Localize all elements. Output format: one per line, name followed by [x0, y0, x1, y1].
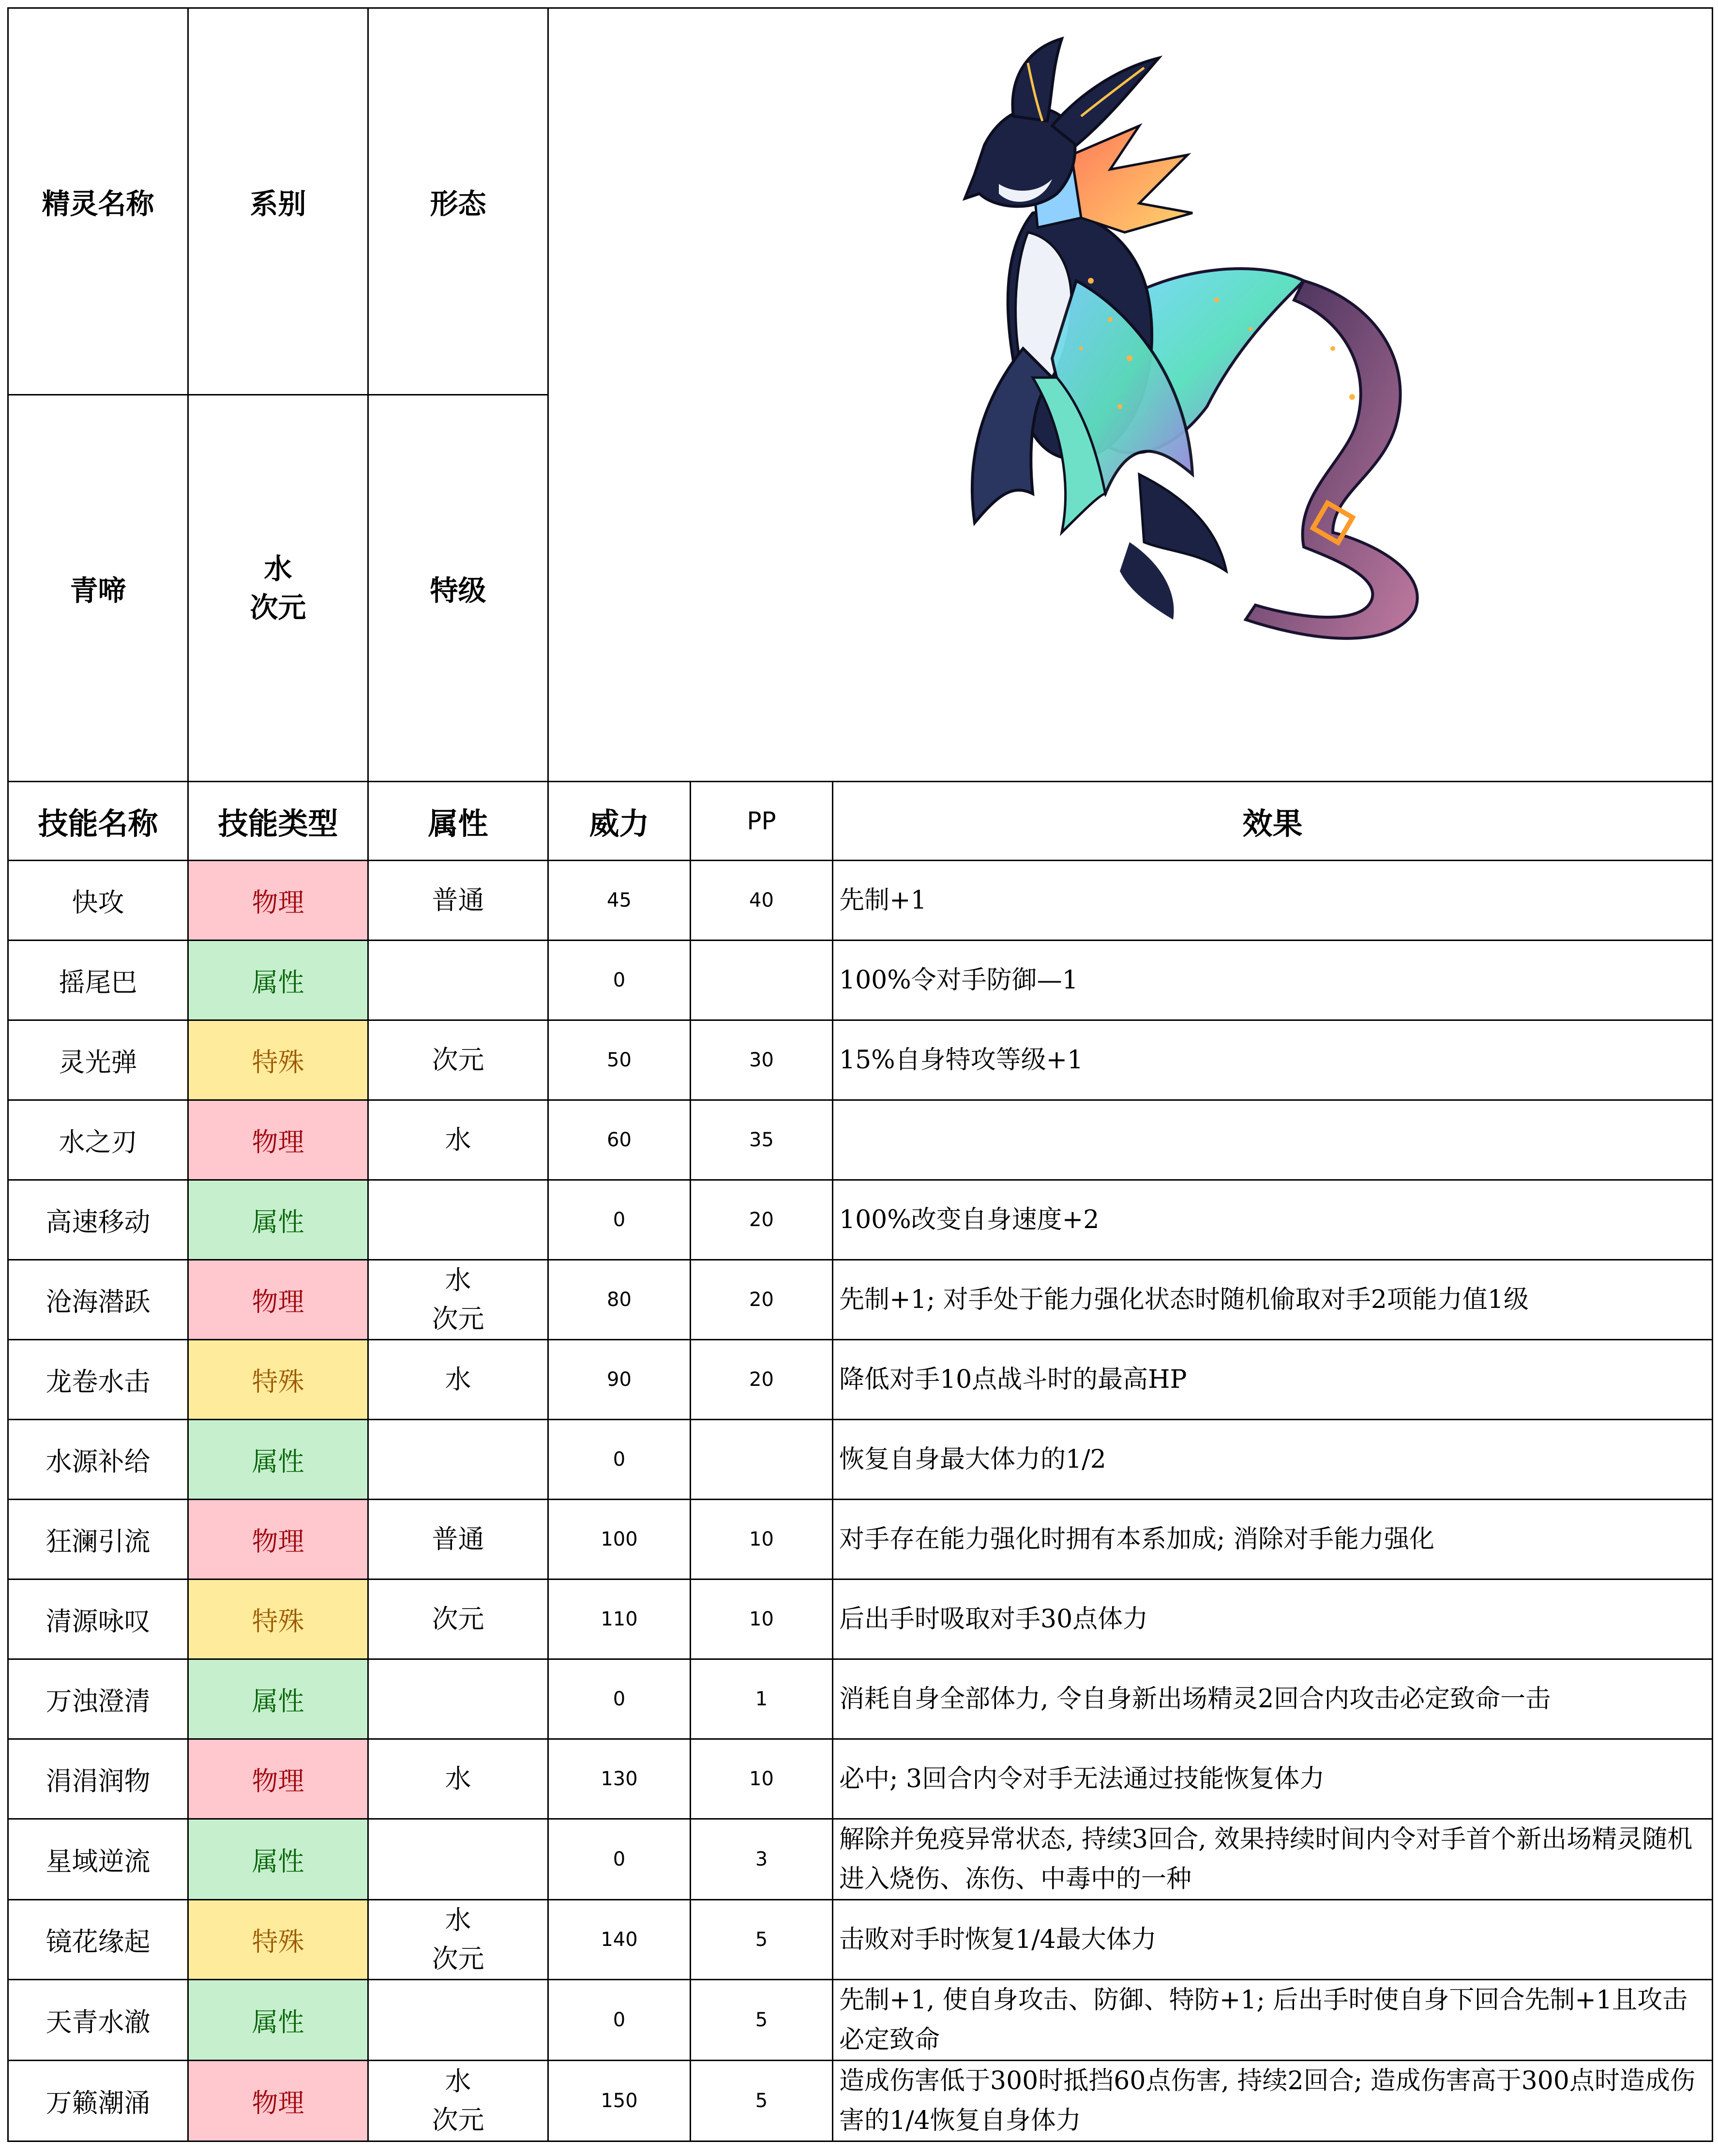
skill-pp: [691, 1420, 833, 1500]
skill-pp: 20: [691, 1260, 833, 1340]
table-row: [8, 1260, 1713, 1340]
skill-element: 次元: [368, 1020, 548, 1100]
table-row: [8, 1020, 1713, 1100]
skill-element: 普通: [368, 861, 548, 941]
skill-name: 天青水澈: [8, 1980, 188, 2061]
spirit-name: 青啼: [8, 395, 188, 782]
spirit-table: [7, 7, 1713, 2142]
skill-category: 属性: [188, 1980, 368, 2061]
skill-power: 0: [548, 1980, 691, 2061]
skill-pp-header: PP: [691, 782, 833, 861]
table-row: [8, 1100, 1713, 1180]
table-row: [8, 2061, 1713, 2141]
spirit-artwork: [548, 8, 1713, 782]
skill-power: 150: [548, 2061, 691, 2141]
skill-pp: 10: [691, 1739, 833, 1819]
skill-pp: 1: [691, 1659, 833, 1739]
table-row: [8, 1819, 1713, 1900]
skill-element-header: 属性: [368, 782, 548, 861]
skill-name: 涓涓润物: [8, 1739, 188, 1819]
table-row: [8, 1500, 1713, 1579]
skill-name: 清源咏叹: [8, 1579, 188, 1659]
skill-power: 0: [548, 1819, 691, 1900]
skill-category: 属性: [188, 1659, 368, 1739]
skill-element: 水: [368, 1340, 548, 1420]
skill-category: 属性: [188, 1180, 368, 1260]
skill-effect: 100%改变自身速度+2: [833, 1180, 1713, 1260]
skill-header-row: [8, 782, 1713, 861]
skill-name-header: 技能名称: [8, 782, 188, 861]
skill-category: 特殊: [188, 1020, 368, 1100]
creature-illustration: [549, 10, 1713, 780]
skill-element: [368, 1980, 548, 2061]
skill-pp: 5: [691, 2061, 833, 2141]
skill-element: 水 次元: [368, 1900, 548, 1980]
spirit-form: 特级: [368, 395, 548, 782]
skill-category: 物理: [188, 1500, 368, 1579]
skill-power: 90: [548, 1340, 691, 1420]
skill-effect: 降低对手10点战斗时的最高HP: [833, 1340, 1713, 1420]
skill-category: 属性: [188, 1819, 368, 1900]
spirit-type-2: 次元: [250, 591, 306, 624]
skill-name: 高速移动: [8, 1180, 188, 1260]
table-row: [8, 1340, 1713, 1420]
skill-element: [368, 1180, 548, 1260]
skill-pp: 3: [691, 1819, 833, 1900]
table-row: [8, 1739, 1713, 1819]
table-row: [8, 1980, 1713, 2061]
skill-category: 物理: [188, 1260, 368, 1340]
skill-pp: 5: [691, 1980, 833, 2061]
skill-pp: 20: [691, 1340, 833, 1420]
skill-element: 次元: [368, 1579, 548, 1659]
skill-power: 50: [548, 1020, 691, 1100]
skill-element: 水: [368, 1739, 548, 1819]
spirit-type-header: 系别: [188, 8, 368, 395]
skill-category: 特殊: [188, 1579, 368, 1659]
skill-category: 特殊: [188, 1900, 368, 1980]
skill-pp: 10: [691, 1579, 833, 1659]
skill-power: 0: [548, 1659, 691, 1739]
skill-effect: 先制+1; 对手处于能力强化状态时随机偷取对手2项能力值1级: [833, 1260, 1713, 1340]
skill-effect-header: 效果: [833, 782, 1713, 861]
skill-effect: 15%自身特攻等级+1: [833, 1020, 1713, 1100]
skill-name: 万籁潮涌: [8, 2061, 188, 2141]
skill-element: 水: [368, 1100, 548, 1180]
skill-category: 物理: [188, 1739, 368, 1819]
skill-category: 物理: [188, 1100, 368, 1180]
table-row: [8, 1420, 1713, 1500]
skill-power: 80: [548, 1260, 691, 1340]
skill-effect: 解除并免疫异常状态, 持续3回合, 效果持续时间内令对手首个新出场精灵随机进入烧伤、冻伤、中毒中的一种: [833, 1819, 1713, 1900]
skill-power: 100: [548, 1500, 691, 1579]
skill-pp: [691, 941, 833, 1020]
skill-power: 0: [548, 1420, 691, 1500]
skill-power-header: 威力: [548, 782, 691, 861]
skill-name: 狂澜引流: [8, 1500, 188, 1579]
skill-pp: 40: [691, 861, 833, 941]
skill-name: 龙卷水击: [8, 1340, 188, 1420]
table-row: [8, 861, 1713, 941]
skill-name: 水之刃: [8, 1100, 188, 1180]
skill-power: 60: [548, 1100, 691, 1180]
skill-rows: [8, 861, 1713, 2141]
skill-power: 140: [548, 1900, 691, 1980]
skill-name: 星域逆流: [8, 1819, 188, 1900]
skill-pp: 10: [691, 1500, 833, 1579]
skill-power: 0: [548, 1180, 691, 1260]
skill-name: 快攻: [8, 861, 188, 941]
skill-power: 130: [548, 1739, 691, 1819]
spirit-form-header: 形态: [368, 8, 548, 395]
skill-power: 110: [548, 1579, 691, 1659]
skill-category-header: 技能类型: [188, 782, 368, 861]
spirit-header-row: [8, 8, 1713, 395]
table-row: [8, 1579, 1713, 1659]
skill-power: 0: [548, 941, 691, 1020]
skill-pp: 20: [691, 1180, 833, 1260]
table-row: [8, 1659, 1713, 1739]
skill-effect: 100%令对手防御—1: [833, 941, 1713, 1020]
table-row: [8, 941, 1713, 1020]
skill-name: 水源补给: [8, 1420, 188, 1500]
skill-effect: 先制+1, 使自身攻击、防御、特防+1; 后出手时使自身下回合先制+1且攻击必定致命: [833, 1980, 1713, 2061]
skill-effect: [833, 1100, 1713, 1180]
spirit-name-header: 精灵名称: [8, 8, 188, 395]
spirit-type-1: 水: [264, 552, 292, 585]
skill-category: 属性: [188, 1420, 368, 1500]
skill-effect: 消耗自身全部体力, 令自身新出场精灵2回合内攻击必定致命一击: [833, 1659, 1713, 1739]
skill-name: 沧海潜跃: [8, 1260, 188, 1340]
skill-effect: 恢复自身最大体力的1/2: [833, 1420, 1713, 1500]
skill-pp: 35: [691, 1100, 833, 1180]
skill-name: 摇尾巴: [8, 941, 188, 1020]
skill-element: [368, 941, 548, 1020]
skill-category: 物理: [188, 861, 368, 941]
skill-effect: 造成伤害低于300时抵挡60点伤害, 持续2回合; 造成伤害高于300点时造成伤害的1/4恢复自身体力: [833, 2061, 1713, 2141]
skill-pp: 5: [691, 1900, 833, 1980]
skill-category: 物理: [188, 2061, 368, 2141]
skill-element: [368, 1420, 548, 1500]
skill-category: 特殊: [188, 1340, 368, 1420]
skill-effect: 必中; 3回合内令对手无法通过技能恢复体力: [833, 1739, 1713, 1819]
skill-effect: 对手存在能力强化时拥有本系加成; 消除对手能力强化: [833, 1500, 1713, 1579]
skill-element: [368, 1659, 548, 1739]
skill-element: 水 次元: [368, 2061, 548, 2141]
spirit-types: [188, 395, 368, 782]
skill-element: 普通: [368, 1500, 548, 1579]
skill-category: 属性: [188, 941, 368, 1020]
skill-sheet: [7, 7, 1712, 2149]
skill-name: 灵光弹: [8, 1020, 188, 1100]
skill-effect: 击败对手时恢复1/4最大体力: [833, 1900, 1713, 1980]
skill-effect: 先制+1: [833, 861, 1713, 941]
table-row: [8, 1180, 1713, 1260]
skill-name: 镜花缘起: [8, 1900, 188, 1980]
skill-pp: 30: [691, 1020, 833, 1100]
skill-power: 45: [548, 861, 691, 941]
skill-element: 水 次元: [368, 1260, 548, 1340]
skill-effect: 后出手时吸取对手30点体力: [833, 1579, 1713, 1659]
skill-element: [368, 1819, 548, 1900]
table-row: [8, 1900, 1713, 1980]
skill-name: 万浊澄清: [8, 1659, 188, 1739]
